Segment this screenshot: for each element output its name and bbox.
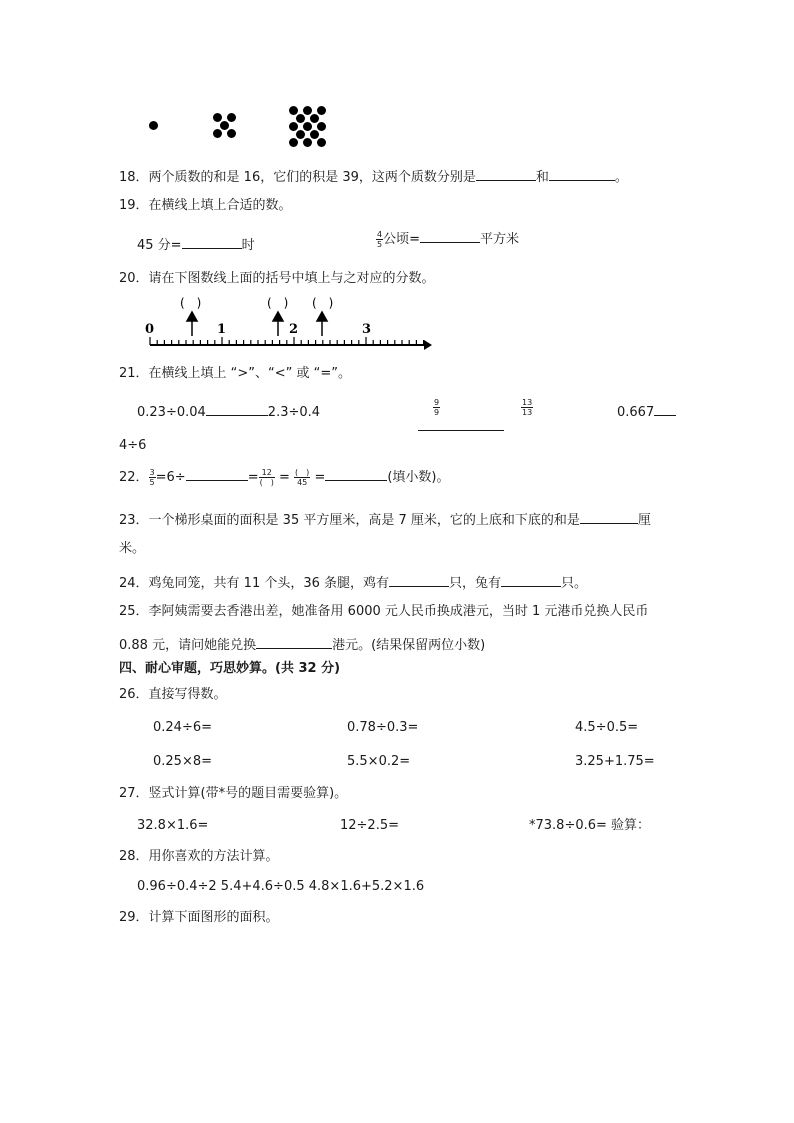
dot-pattern-1 [149,121,158,130]
up-arrow-icon [187,312,197,336]
answer-blank[interactable] [186,468,248,481]
answer-paren[interactable]: ( ) [180,296,202,310]
question-18: 18．两个质数的和是 16，它们的积是 39，这两个质数分别是 和 。 [119,170,628,185]
question-25-line1: 25．李阿姨需要去香港出差，她准备用 6000 元人民币换成港元，当时 1 元港币兑换人民币 [119,604,649,619]
number-line-ticks [150,337,424,345]
calc-items: 0.96÷0.4÷2 5.4+4.6÷0.5 4.8×1.6+5.2×1.6 [137,879,425,894]
answer-blank[interactable] [654,403,676,416]
number-line-label: 2 [289,322,299,337]
calc-item: *73.8÷0.6= 验算： [529,818,651,833]
question-21-b-frac2: $\frac{13}{13}$ [522,398,533,417]
answer-blank[interactable] [256,636,332,649]
section-heading: 四、耐心审题，巧思妙算。(共 32 分) [119,661,341,676]
up-arrow-icon [273,312,283,336]
question-28-title: 28．用你喜欢的方法计算。 [119,849,279,864]
up-arrow-icon [317,312,327,336]
question-26-title: 26．直接写得数。 [119,687,227,702]
question-27-title: 27．竖式计算(带*号的题目需要验算)。 [119,786,348,801]
axis-arrow-icon [424,340,432,350]
question-21-title: 21．在横线上填上 “>”、“<” 或 “=”。 [119,366,352,381]
answer-blank[interactable] [182,236,242,249]
number-line-label: 3 [362,322,372,337]
calc-item: 4.5÷0.5= [575,720,639,735]
answer-blank[interactable] [549,168,615,181]
question-21-b-frac1: $\frac{9}{9}$ [434,398,440,417]
question-29-title: 29．计算下面图形的面积。 [119,910,279,925]
answer-blank[interactable] [420,230,480,243]
question-20-title: 20．请在下图数线上面的括号中填上与之对应的分数。 [119,271,435,286]
question-19-title: 19．在横线上填上合适的数。 [119,198,292,213]
number-line-figure [140,293,440,353]
answer-fraction[interactable]: $\frac{( )}{45}$ [295,468,310,487]
number-line-label: 0 [145,322,155,337]
calc-item: 0.24÷6= [153,720,213,735]
question-21-c-right: 4÷6 [119,438,147,453]
question-19-b: $\frac{4}{5}$ 公顷= 平方米 [377,230,520,249]
answer-paren[interactable]: ( ) [267,296,289,310]
answer-blank[interactable] [501,574,561,587]
number-line-label: 1 [217,322,227,337]
answer-blank[interactable] [476,168,536,181]
calc-item: 0.78÷0.3= [347,720,419,735]
question-21-a: 0.23÷0.04 2.3÷0.4 [137,405,321,420]
calc-item: 3.25+1.75= [575,754,655,769]
question-19-a: 45 分= 时 [137,238,255,253]
calc-item: 0.25×8= [153,754,213,769]
question-24: 24．鸡兔同笼，共有 11 个头，36 条腿，鸡有 只，兔有 只。 [119,576,588,591]
question-21-c: 0.667 [617,403,676,419]
question-23-unit: 米。 [119,541,146,556]
calc-item: 12÷2.5= [340,818,400,833]
calc-item: 5.5×0.2= [347,754,411,769]
answer-blank[interactable] [389,574,449,587]
calc-item: 32.8×1.6= [137,818,209,833]
answer-blank[interactable] [418,418,504,431]
answer-blank[interactable] [325,468,387,481]
question-23: 23．一个梯形桌面的面积是 35 平方厘米，高是 7 厘米，它的上底和下底的和是 厘 [119,513,651,528]
question-22: 22． $\frac{3}{5}$ =6÷ = $\frac{12}{( )}$ = $\frac{( )}{45}$ = (填小数)。 [119,468,450,487]
question-25-line2: 0.88 元，请问她能兑换 港元。(结果保留两位小数) [119,638,486,653]
answer-fraction[interactable]: $\frac{12}{( )}$ [259,468,274,487]
answer-paren[interactable]: ( ) [312,296,334,310]
answer-blank[interactable] [580,511,638,524]
answer-blank[interactable] [206,403,268,416]
fraction: $\frac{4}{5}$ [377,230,383,249]
